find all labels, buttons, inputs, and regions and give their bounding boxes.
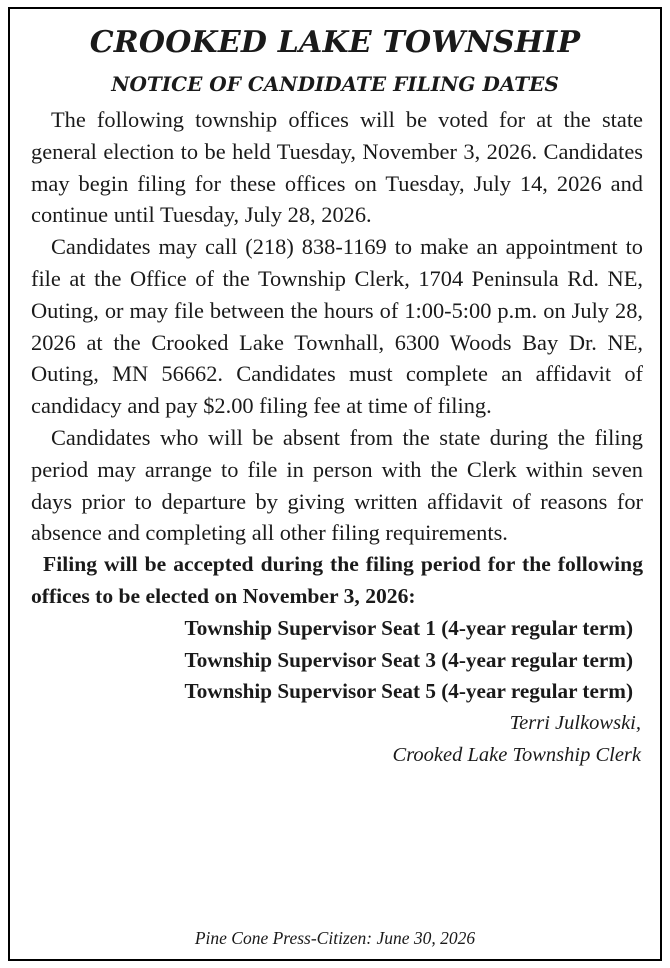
- publication-line: Pine Cone Press-Citizen: June 30, 2026: [194, 928, 476, 948]
- notice-title: CROOKED LAKE TOWNSHIP: [89, 25, 581, 60]
- signature-title: Crooked Lake Township Clerk: [392, 743, 641, 766]
- signature-block: [31, 708, 643, 772]
- legal-notice: [8, 7, 662, 961]
- offices-list: [31, 613, 643, 708]
- notice-subtitle: NOTICE OF CANDIDATE FILING DATES: [111, 72, 559, 96]
- paragraph-filing-location: Candidates may call (218) 838-1169 to make an appointment to file at the Office of the Township Clerk, 1704 Peninsula Rd. NE, Outing, or may file between the hours of 1:00-5:00 p.m. on July 28, 2026 at the Crooked Lake Townhall, 6300 Woods Bay Dr. NE, Outing, MN 56662. Candidates must complete an affidavit of candidacy and pay $2.00 filing fee at time of filing.: [31, 234, 643, 419]
- office-item: Township Supervisor Seat 3 (4-year regular term): [184, 647, 633, 672]
- paragraph-absent-candidates: Candidates who will be absent from the state during the filing period may arrange to file in person with the Clerk within seven days prior to departure by giving written affidavit of reasons for absence and completing all other filing requirements.: [31, 424, 643, 546]
- paragraph-election-dates: The following township offices will be voted for at the state general election to be held Tuesday, November 3, 2026. Candidates may begin filing for these offices on Tuesday, July 14, 2026 and continue until Tuesday, July 28, 2026.: [31, 107, 643, 228]
- office-item: Township Supervisor Seat 5 (4-year regular term): [184, 679, 633, 704]
- office-item: Township Supervisor Seat 1 (4-year regular term): [184, 615, 633, 640]
- signature-name: Terri Julkowski,: [509, 712, 641, 735]
- notice-body: [31, 104, 643, 772]
- filing-statement: Filing will be accepted during the filing period for the following offices to be elected on November 3, 2026:: [31, 552, 643, 608]
